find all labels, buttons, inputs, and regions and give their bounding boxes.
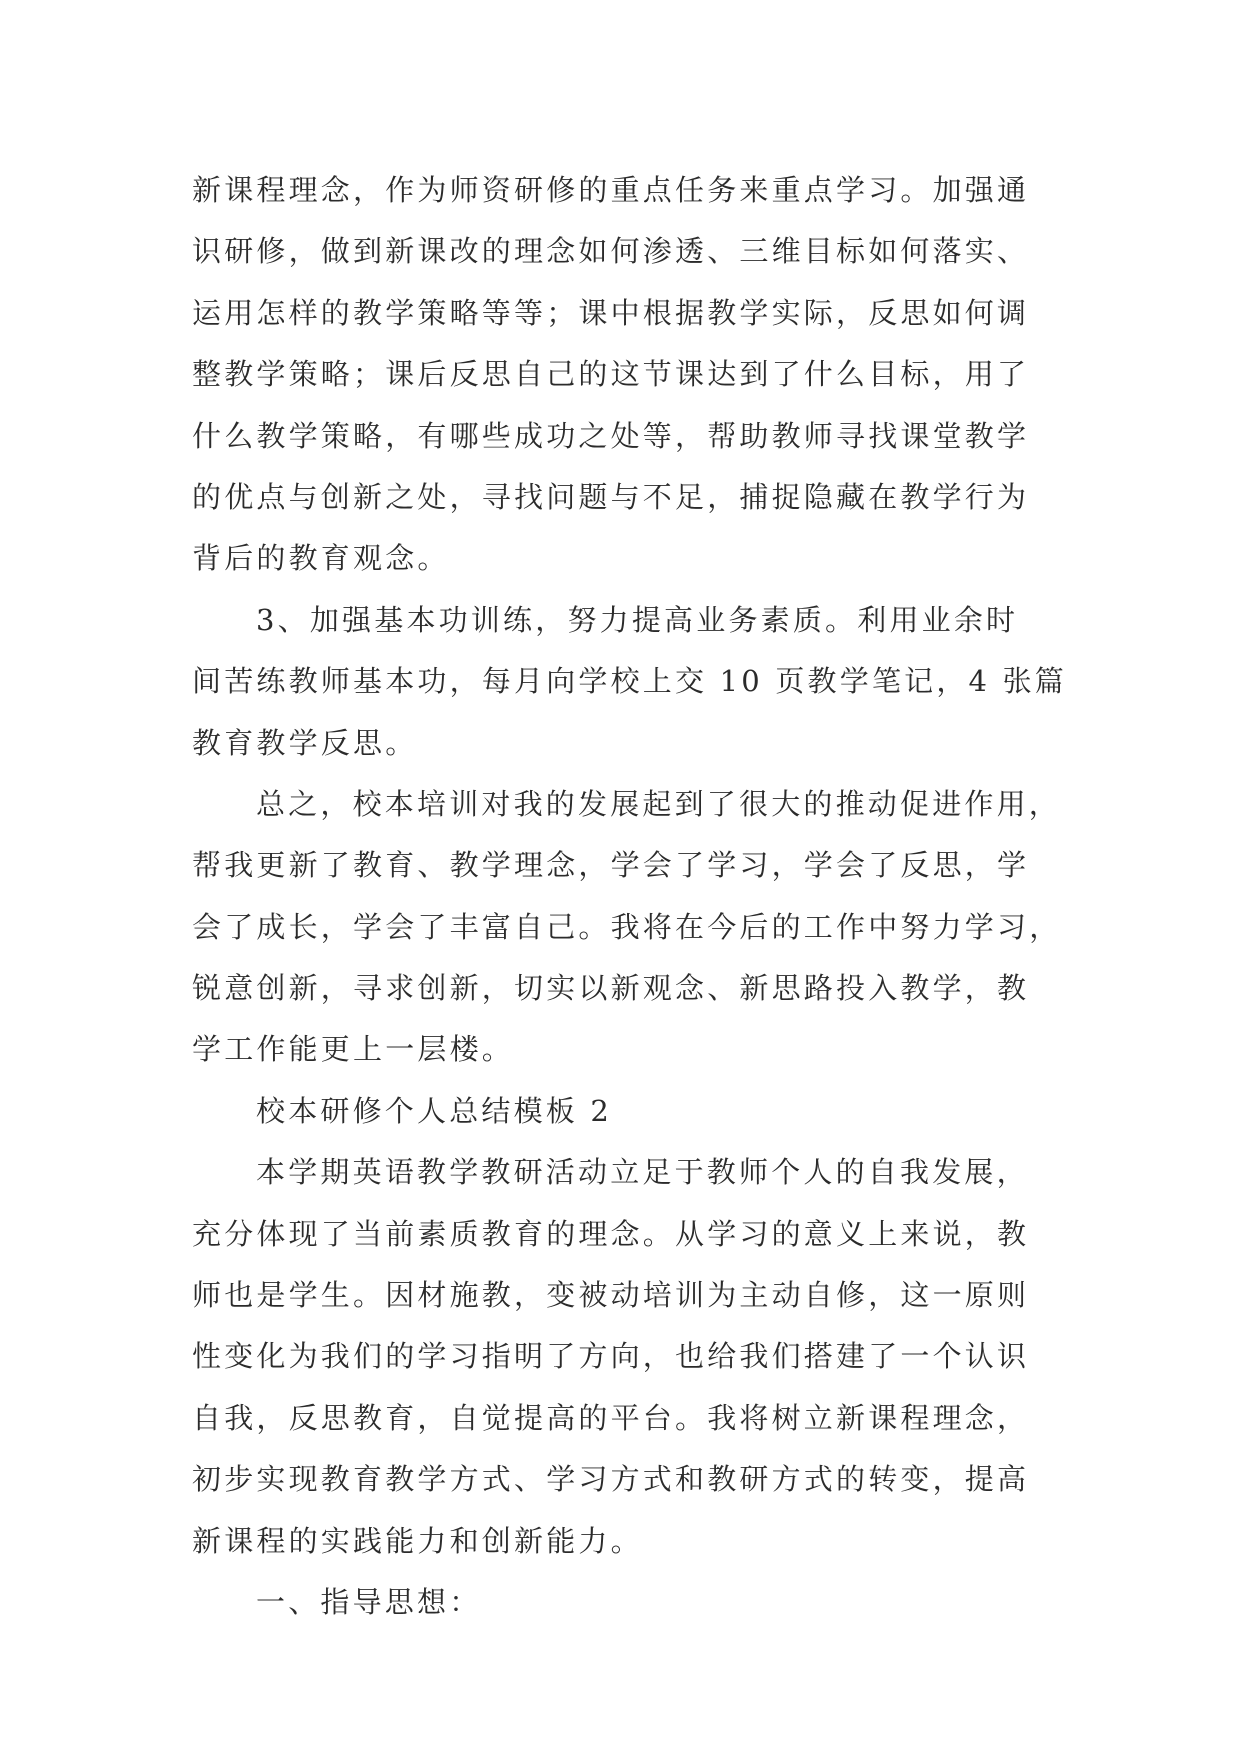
section-heading: 一、指导思想： <box>256 1584 482 1619</box>
text-line: 整教学策略；课后反思自己的这节课达到了什么目标，用了 <box>192 357 1030 392</box>
section-heading: 校本研修个人总结模板 2 <box>256 1093 613 1128</box>
text-line: 教育教学反思。 <box>192 725 418 760</box>
text-line: 新课程理念，作为师资研修的重点任务来重点学习。加强通 <box>192 173 1030 207</box>
paragraph-first-line: 3、加强基本功训练，努力提高业务素质。利用业余时 <box>256 602 1019 637</box>
text-line: 背后的教育观念。 <box>192 541 450 576</box>
text-line: 自我，反思教育，自觉提高的平台。我将树立新课程理念， <box>192 1400 1030 1435</box>
document-body <box>192 160 1068 1633</box>
text-line: 什么教学策略，有哪些成功之处等，帮助教师寻找课堂教学 <box>192 418 1030 453</box>
text-line: 锐意创新，寻求创新，切实以新观念、新思路投入教学，教 <box>192 971 1030 1006</box>
text-line: 会了成长，学会了丰富自己。我将在今后的工作中努力学习， <box>192 909 1062 944</box>
text-line: 帮我更新了教育、教学理念，学会了学习，学会了反思，学 <box>192 848 1030 883</box>
text-line: 识研修，做到新课改的理念如何渗透、三维目标如何落实、 <box>192 234 1030 269</box>
text-line: 性变化为我们的学习指明了方向，也给我们搭建了一个认识 <box>192 1339 1030 1374</box>
text-line: 运用怎样的教学策略等等；课中根据教学实际，反思如何调 <box>192 295 1030 330</box>
text-line: 的优点与创新之处，寻找问题与不足，捕捉隐藏在教学行为 <box>192 479 1030 514</box>
text-line: 学工作能更上一层楼。 <box>192 1032 515 1067</box>
text-line: 间苦练教师基本功，每月向学校上交 10 页教学笔记，4 张篇 <box>192 664 1068 699</box>
text-line: 初步实现教育教学方式、学习方式和教研方式的转变，提高 <box>192 1462 1030 1497</box>
paragraph-first-line: 总之，校本培训对我的发展起到了很大的推动促进作用， <box>256 786 1062 821</box>
text-line: 师也是学生。因材施教，变被动培训为主动自修，这一原则 <box>192 1278 1030 1313</box>
text-line: 新课程的实践能力和创新能力。 <box>192 1523 643 1558</box>
paragraph-first-line: 本学期英语教学教研活动立足于教师个人的自我发展， <box>256 1155 1029 1190</box>
text-line: 充分体现了当前素质教育的理念。从学习的意义上来说，教 <box>192 1216 1030 1251</box>
